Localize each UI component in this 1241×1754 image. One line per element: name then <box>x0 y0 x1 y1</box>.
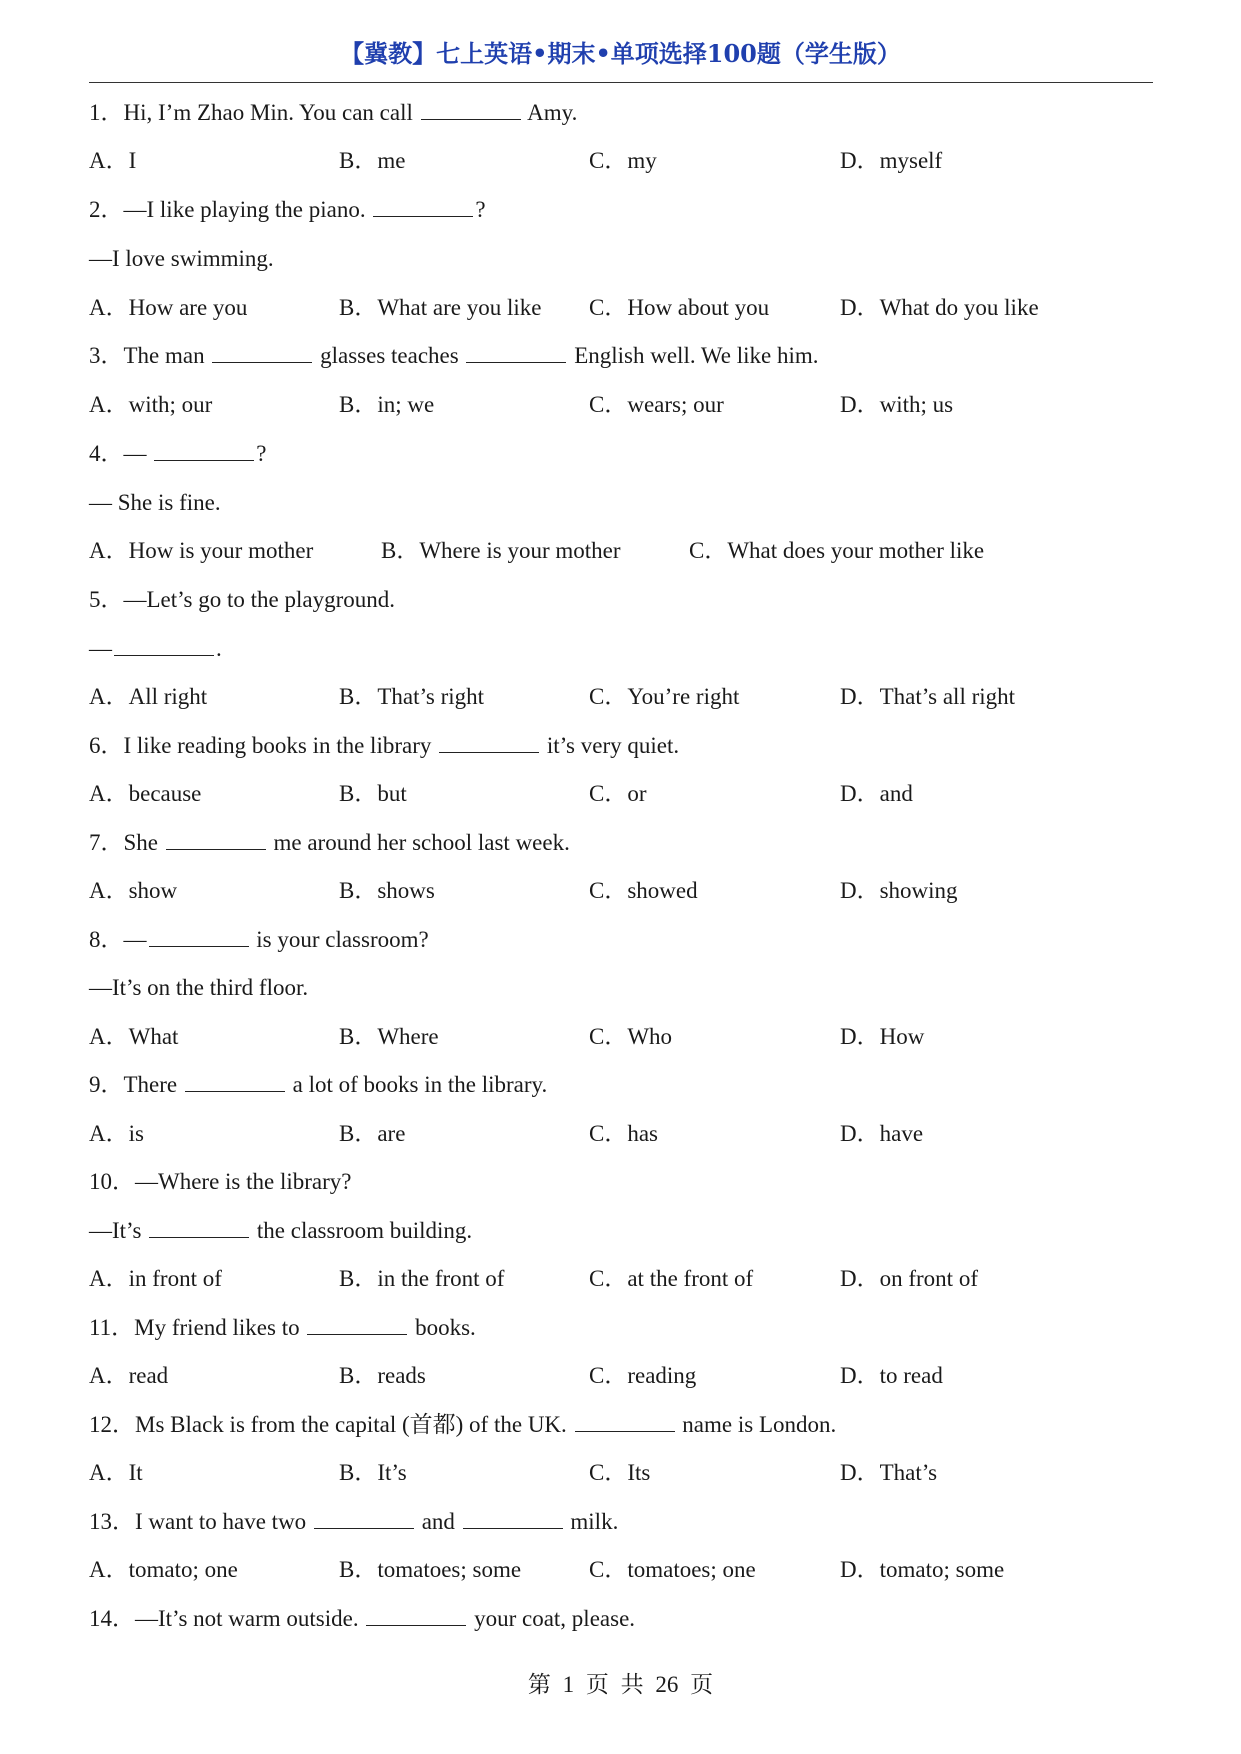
question-14-stem: 14．—It’s not warm outside. your coat, please. <box>89 1606 636 1631</box>
question-12-options <box>89 1456 1153 1490</box>
option-b: B．reads <box>339 1363 426 1388</box>
question-6-stem: 6．I like reading books in the library it’s very quiet. <box>89 733 680 758</box>
question-4-options <box>89 534 1153 568</box>
question-2-options <box>89 291 1153 325</box>
question-8-reply: —It’s on the third floor. <box>89 975 309 1000</box>
option-b: B．me <box>339 148 406 173</box>
option-c: C．my <box>589 148 657 173</box>
question-12-stem: 12．Ms Black is from the capital (首都) of the UK. name is London. <box>89 1412 837 1437</box>
question-7-options <box>89 874 1153 908</box>
answer-blank <box>373 196 473 217</box>
option-b: B．That’s right <box>339 684 485 709</box>
answer-blank <box>439 732 539 753</box>
option-c: C．showed <box>589 878 698 903</box>
question-9-stem: 9．There a lot of books in the library. <box>89 1072 548 1097</box>
option-d: D．to read <box>840 1363 943 1388</box>
answer-blank <box>114 635 214 656</box>
option-c: C．wears; our <box>589 392 724 417</box>
document-header-title: 【冀教】七上英语•期末•单项选择100题（学生版） <box>340 39 901 68</box>
option-a: A．because <box>89 781 202 806</box>
option-b: B．in the front of <box>339 1266 505 1291</box>
option-d: D．myself <box>840 148 943 173</box>
option-d: D．That’s all right <box>840 684 1016 709</box>
header-divider <box>89 82 1153 83</box>
option-b: B．What are you like <box>339 295 542 320</box>
option-a: A．I <box>89 148 137 173</box>
option-c: C．reading <box>589 1363 697 1388</box>
option-b: B．It’s <box>339 1460 407 1485</box>
option-a: A．All right <box>89 684 208 709</box>
option-d: D．What do you like <box>840 295 1039 320</box>
answer-blank <box>366 1605 466 1626</box>
option-c: C．or <box>589 781 647 806</box>
option-d: D．That’s <box>840 1460 938 1485</box>
question-6-options <box>89 777 1153 811</box>
option-a: A．How are you <box>89 295 248 320</box>
option-b: B．but <box>339 781 407 806</box>
option-d: D．on front of <box>840 1266 978 1291</box>
question-5-stem: 5．—Let’s go to the playground. <box>89 587 395 612</box>
answer-blank <box>154 440 254 461</box>
question-8-stem: 8．— is your classroom? <box>89 927 429 952</box>
answer-blank <box>314 1508 414 1529</box>
option-c: C．You’re right <box>589 684 740 709</box>
option-d: D．with; us <box>840 392 954 417</box>
question-8-options <box>89 1020 1153 1054</box>
question-4-stem: 4．— ? <box>89 441 267 466</box>
question-1-options <box>89 144 1153 178</box>
question-3-stem: 3．The man glasses teaches English well. We like him. <box>89 343 819 368</box>
option-b: B．Where is your mother <box>381 538 621 563</box>
option-b: B．Where <box>339 1024 439 1049</box>
question-7-stem: 7．She me around her school last week. <box>89 830 570 855</box>
option-d: D．have <box>840 1121 924 1146</box>
option-a: A．with; our <box>89 392 213 417</box>
answer-blank <box>185 1071 285 1092</box>
option-a: A．read <box>89 1363 169 1388</box>
option-a: A．What <box>89 1024 179 1049</box>
answer-blank <box>307 1314 407 1335</box>
option-a: A．It <box>89 1460 143 1485</box>
question-13-options <box>89 1553 1153 1587</box>
answer-blank <box>149 1217 249 1238</box>
question-1-stem: 1．Hi, I’m Zhao Min. You can call Amy. <box>89 100 578 125</box>
answer-blank <box>149 926 249 947</box>
question-9-options <box>89 1117 1153 1151</box>
question-10-options <box>89 1262 1153 1296</box>
option-b: B．shows <box>339 878 435 903</box>
option-d: D．How <box>840 1024 925 1049</box>
option-d: D．showing <box>840 878 958 903</box>
option-c: C．tomatoes; one <box>589 1557 756 1582</box>
answer-blank <box>421 99 521 120</box>
option-a: A．show <box>89 878 178 903</box>
answer-blank <box>212 342 312 363</box>
option-a: A．in front of <box>89 1266 222 1291</box>
question-11-options <box>89 1359 1153 1393</box>
question-10-reply: —It’s the classroom building. <box>89 1218 473 1243</box>
option-c: C．What does your mother like <box>689 538 985 563</box>
question-11-stem: 11．My friend likes to books. <box>89 1315 476 1340</box>
option-c: C．has <box>589 1121 658 1146</box>
option-c: C．Its <box>589 1460 651 1485</box>
option-c: C．Who <box>589 1024 673 1049</box>
option-a: A．How is your mother <box>89 538 314 563</box>
question-13-stem: 13．I want to have two and milk. <box>89 1509 619 1534</box>
option-d: D．and <box>840 781 913 806</box>
question-4-reply: — She is fine. <box>89 490 221 515</box>
option-a: A．is <box>89 1121 144 1146</box>
option-d: D．tomato; some <box>840 1557 1005 1582</box>
option-b: B．in; we <box>339 392 435 417</box>
page-footer: 第 1 页 共 26 页 <box>527 1672 714 1697</box>
answer-blank <box>166 829 266 850</box>
question-5-reply: — . <box>89 636 222 661</box>
option-a: A．tomato; one <box>89 1557 238 1582</box>
answer-blank <box>466 342 566 363</box>
option-b: B．are <box>339 1121 406 1146</box>
question-5-options <box>89 680 1153 714</box>
question-3-options <box>89 388 1153 422</box>
answer-blank <box>463 1508 563 1529</box>
question-2-reply: —I love swimming. <box>89 246 274 271</box>
option-c: C．at the front of <box>589 1266 754 1291</box>
question-2-stem: 2．—I like playing the piano. ? <box>89 197 486 222</box>
answer-blank <box>575 1411 675 1432</box>
question-10-stem: 10．—Where is the library? <box>89 1169 352 1194</box>
option-b: B．tomatoes; some <box>339 1557 522 1582</box>
option-c: C．How about you <box>589 295 770 320</box>
